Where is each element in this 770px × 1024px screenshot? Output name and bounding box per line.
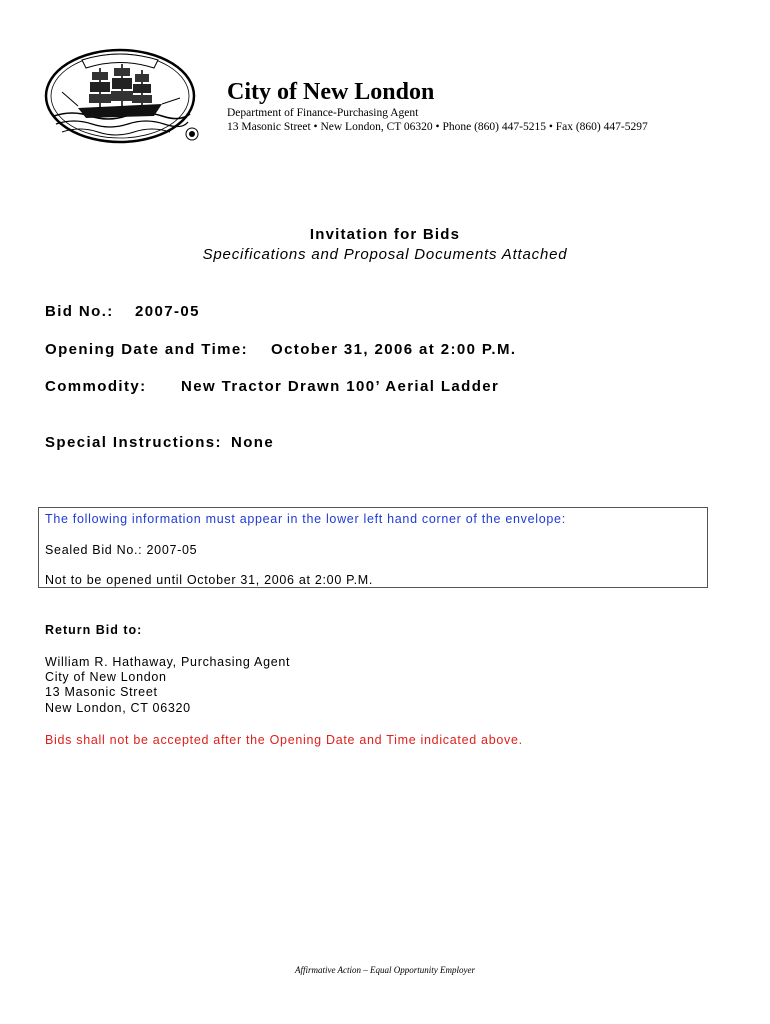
return-address-line: William R. Hathaway, Purchasing Agent — [45, 655, 291, 669]
document-subtitle: Specifications and Proposal Documents Attached — [202, 246, 568, 263]
return-address-line: New London, CT 06320 — [45, 701, 191, 715]
opening-date-value: October 31, 2006 at 2:00 P.M. — [271, 341, 517, 358]
notice-not-opened: Not to be opened until October 31, 2006 at 2:00 P.M. — [45, 573, 374, 587]
city-seal-logo — [42, 46, 200, 146]
bid-number-label: Bid No.: — [45, 303, 114, 320]
department-name: Department of Finance-Purchasing Agent — [227, 107, 419, 119]
contact-address: 13 Masonic Street • New London, CT 06320 • Phone (860) 447-5215 • Fax (860) 447-5297 — [227, 121, 648, 133]
letterhead — [227, 78, 648, 134]
return-address-line: 13 Masonic Street — [45, 685, 158, 699]
city-name: City of New London — [227, 79, 435, 105]
bid-number-value: 2007-05 — [135, 303, 200, 320]
return-address-line: City of New London — [45, 670, 167, 684]
notice-intro: The following information must appear in the lower left hand corner of the envelope: — [45, 512, 566, 526]
special-instructions-label: Special Instructions: — [45, 434, 222, 451]
return-bid-heading: Return Bid to: — [45, 623, 143, 637]
envelope-notice-box — [38, 507, 708, 588]
notice-sealed-bid: Sealed Bid No.: 2007-05 — [45, 543, 198, 557]
opening-date-label: Opening Date and Time: — [45, 341, 249, 358]
deadline-warning: Bids shall not be accepted after the Opening Date and Time indicated above. — [45, 733, 523, 747]
special-instructions-value: None — [231, 434, 275, 451]
footer-eeo-statement: Affirmative Action – Equal Opportunity Employer — [294, 965, 476, 975]
commodity-value: New Tractor Drawn 100’ Aerial Ladder — [181, 378, 500, 395]
commodity-label: Commodity: — [45, 378, 147, 395]
document-title: Invitation for Bids — [309, 226, 461, 243]
